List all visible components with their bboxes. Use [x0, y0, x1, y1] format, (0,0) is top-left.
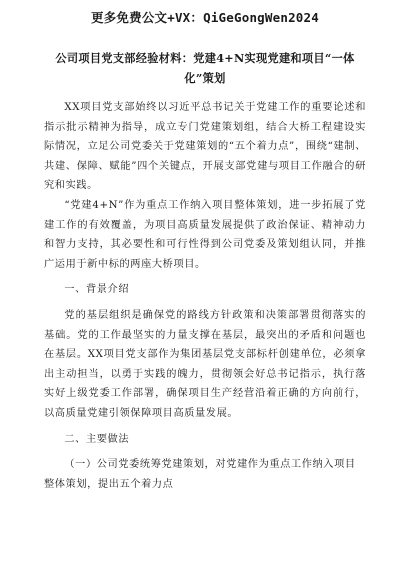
section-heading-main-practices: 二、主要做法: [64, 433, 130, 445]
sub-heading-party-committee: （一）公司党委统筹党建策划，对党建作为重点工作纳入项目整体策划，提出五个着力点: [44, 459, 356, 490]
promo-banner: 更多免费公文+VX：QiGeGongWen2024: [91, 10, 319, 25]
intro-paragraph-1: XX项目党支部始终以习近平总书记关于党建工作的重要论述和指示批示精神为指导，成立专门党建策划组，结合大桥工程建设实际情况，立足公司党委关于党建策划的“五个着力点”，围绕“建制、共建、保障、赋能”四个关键点，开展支部党建与项目工作融合的研究和实践。: [44, 102, 366, 192]
background-paragraph: 党的基层组织是确保党的路线方针政策和决策部署贯彻落实的基础。党的工作最坚实的力量支撑在基层，最突出的矛盾和问题也在基层。XX项目党支部作为集团基层党支部标杆创建单位，必须拿出主动担当，以勇于实践的魄力，贯彻领会好总书记指示，执行落实好上级党委工作部署，确保项目生产经营沿着正确的方向前行，以高质量党建引领保障项目高质量发展。: [44, 309, 366, 419]
intro-paragraph-2: “党建4+N”作为重点工作纳入项目整体策划，进一步拓展了党建工作的有效覆盖，为项目高质量发展提供了政治保证、精神动力和智力支持，其必要性和可行性得到公司党委及策划组认同，并推广运用于新中标的两座大桥项目。: [44, 199, 366, 270]
section-heading-background: 一、背景介绍: [64, 284, 130, 296]
document-title: 公司项目党支部经验材料：党建4+N实现党建和项目“一体化”策划: [55, 51, 355, 85]
